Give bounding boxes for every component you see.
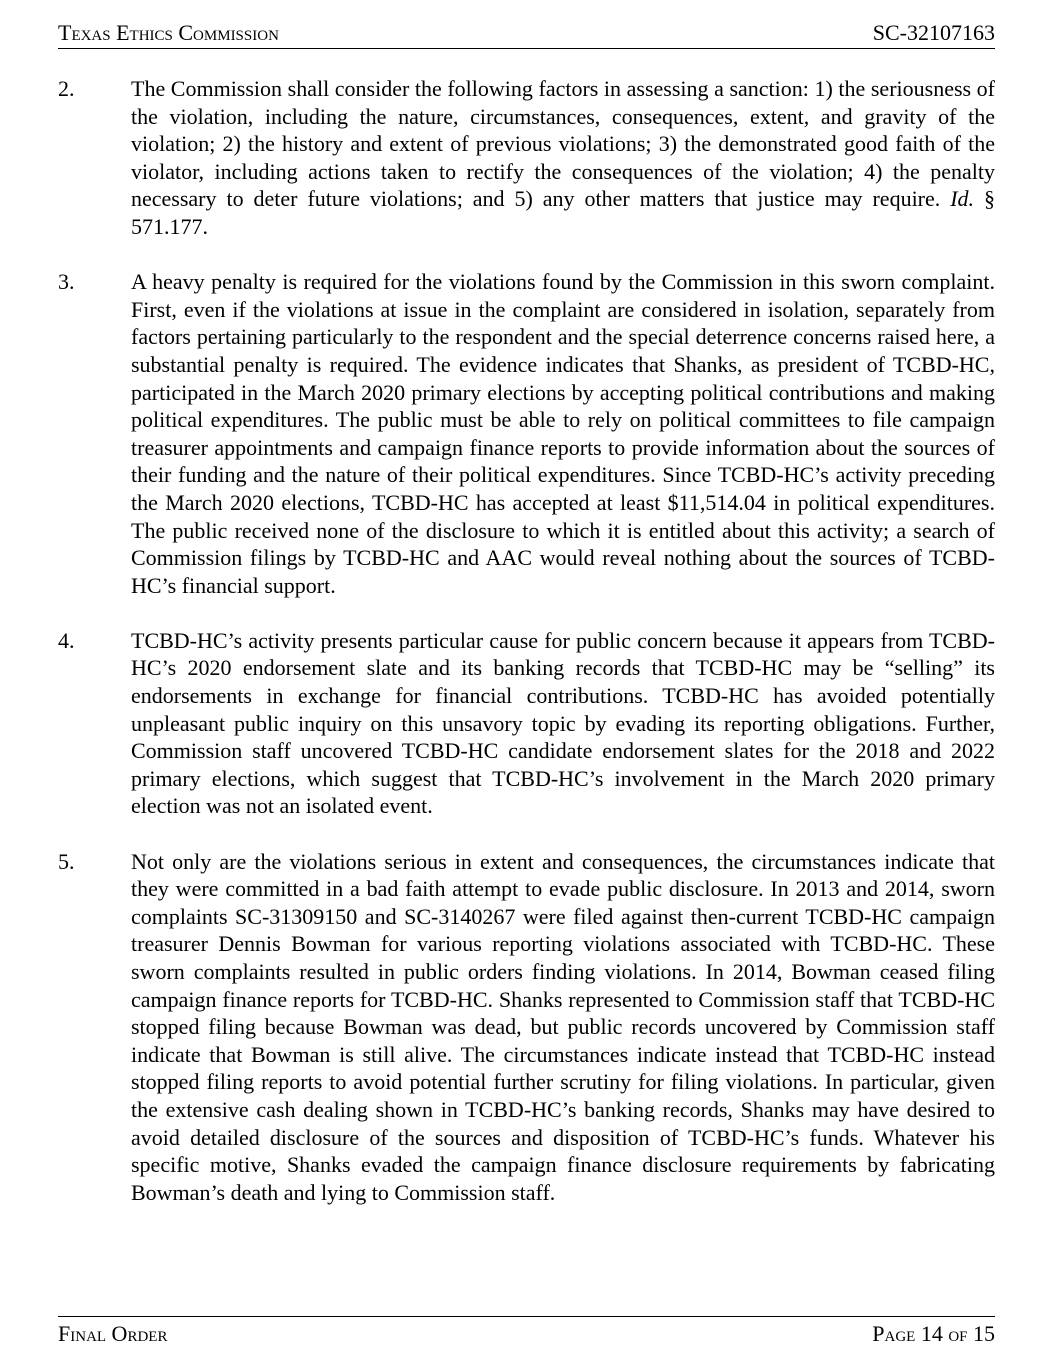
paragraph-number: 4. xyxy=(58,627,75,653)
page-header xyxy=(58,18,995,49)
citation-section: § 571.177. xyxy=(131,186,996,239)
paragraph-number: 3. xyxy=(58,269,75,295)
citation-id: Id. xyxy=(950,186,975,212)
paragraph-text: A heavy penalty is required for the violations found by the Commission in this sworn complaint. First, even if the violations at issue in the complaint are considered in isolation, separately from factors pertaining particularly to the respondent and the special deterrence concerns raised here, a substantial penalty is required. The evidence indicates that Shanks, as president of TCBD-HC, participated in the March 2020 primary elections by accepting political contributions and making political expenditures. The public must be able to rely on political committees to file campaign treasurer appointments and campaign finance reports to provide information about the sources of their funding and the nature of their political expenditures. Since TCBD-HC’s activity preceding the March 2020 elections, TCBD-HC has accepted at least $11,514.04 in political expenditures. The public received none of the disclosure to which it is entitled about this activity; a search of Commission filings by TCBD-HC and AAC would reveal nothing about the sources of TCBD-HC’s financial support. xyxy=(131,269,995,598)
paragraph-text: Not only are the violations serious in extent and consequences, the circumstances indicate that they were committed in a bad faith attempt to evade public disclosure. In 2013 and 2014, sworn complaints SC-31309150 and SC-3140267 were filed against then-current TCBD-HC campaign treasurer Dennis Bowman for various reporting violations associated with TCBD-HC. These sworn complaints resulted in public orders finding violations. In 2014, Bowman ceased filing campaign finance reports for TCBD-HC. Shanks represented to Commission staff that TCBD-HC stopped filing because Bowman was dead, but public records uncovered by Commission staff indicate that Bowman is still alive. The circumstances indicate instead that TCBD-HC instead stopped filing reports to avoid potential further scrutiny for filing violations. In particular, given the extensive cash dealing shown in TCBD-HC’s banking records, Shanks may have desired to avoid detailed disclosure of the sources and disposition of TCBD-HC’s funds. Whatever his specific motive, Shanks evaded the campaign finance disclosure requirements by fabricating Bowman’s death and lying to Commission staff. xyxy=(131,848,995,1205)
paragraph-number: 2. xyxy=(58,76,75,101)
document-body xyxy=(58,75,995,1206)
case-number: SC-32107163 xyxy=(872,20,995,45)
paragraph-2 xyxy=(58,75,995,241)
page-footer xyxy=(58,1316,995,1347)
paragraph-number: 5. xyxy=(58,848,75,874)
page-number: Page 14 of 15 xyxy=(872,1321,995,1346)
paragraph-4 xyxy=(58,627,995,820)
paragraph-5 xyxy=(58,848,995,1207)
agency-name: Texas Ethics Commission xyxy=(58,20,279,45)
paragraph-3 xyxy=(58,268,995,599)
paragraph-text: TCBD-HC’s activity presents particular cause for public concern because it appears from TCBD-HC’s 2020 endorsement slate and its banking records that TCBD-HC may be “selling” its endorsements in exchange for financial contributions. TCBD-HC has avoided potentially unpleasant public inquiry on this unsavory topic by evading its reporting obligations. Further, Commission staff uncovered TCBD-HC candidate endorsement slates for the 2018 and 2022 primary elections, which suggest that TCBD-HC’s involvement in the March 2020 primary election was not an isolated event. xyxy=(131,627,995,819)
paragraph-text xyxy=(131,75,995,241)
paragraph-text-main: The Commission shall consider the following factors in assessing a sanction: 1) the seriousness of the violation, including the nature, circumstances, consequences, extent, and gravity of the violation; 2) the history and extent of previous violations; 3) the demonstrated good faith of the violator, including actions taken to rectify the consequences of the violation; 4) the penalty necessary to deter future violations; and 5) any other matters that justice may require. xyxy=(131,76,995,212)
document-type: Final Order xyxy=(58,1321,168,1346)
